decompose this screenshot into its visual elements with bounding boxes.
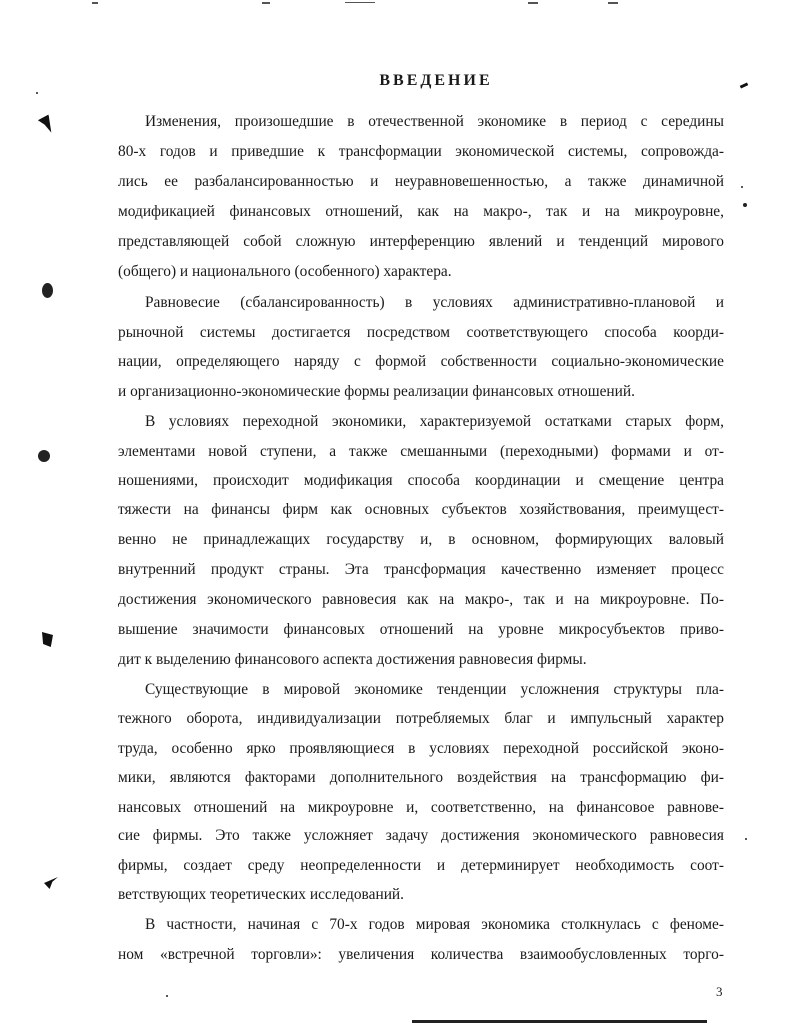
text-line: венно не принадлежащих государству и, в основном, формирующих валовый: [118, 531, 724, 548]
scan-artifact: [42, 632, 53, 647]
text-line: В частности, начиная с 70-х годов мировая экономика столкнулась с феноме-: [145, 916, 724, 933]
text-line: ношениями, происходит модификация способа координации и смещение центра: [118, 472, 724, 489]
scan-artifact: [44, 877, 58, 889]
scan-artifact: [741, 186, 743, 188]
scan-artifact: [42, 283, 53, 298]
scan-artifact: [743, 203, 747, 207]
scan-artifact: [38, 450, 50, 462]
text-line: лись ее разбалансированностью и неуравновешенностью, а также динамичной: [118, 173, 724, 190]
scan-artifact: [528, 2, 538, 4]
scan-artifact: [166, 995, 168, 997]
scan-artifact: [608, 2, 618, 4]
text-line: Существующие в мировой экономике тенденции усложнения структуры пла-: [145, 681, 724, 698]
text-line: ном «встречной торговли»: увеличения количества взаимообусловленных торго-: [118, 946, 724, 963]
text-line: нансовых отношений на микроуровне и, соответственно, на финансовое равнове-: [118, 799, 724, 816]
text-line: и организационно-экономические формы реализации финансовых отношений.: [118, 383, 635, 400]
text-line: достижения экономического равновесия как на макро-, так и на микроуровне. По-: [118, 591, 724, 608]
text-line: тяжести на финансы фирм как основных субъектов хозяйствования, преимущест-: [118, 501, 724, 518]
text-line: В условиях переходной экономики, характеризуемой остатками старых форм,: [145, 413, 724, 430]
text-line: Равновесие (сбалансированность) в условиях административно-плановой и: [145, 294, 724, 311]
page-number: 3: [716, 984, 723, 999]
text-line: ветствующих теоретических исследований.: [118, 886, 405, 903]
text-line: мики, являются факторами дополнительного воздействия на трансформацию фи-: [118, 769, 724, 786]
scan-artifact: [345, 2, 375, 3]
text-line: рыночной системы достигается посредством соответствующего способа коорди-: [118, 324, 724, 341]
text-line: Изменения, произошедшие в отечественной экономике в период с середины: [145, 113, 724, 130]
bottom-rule: [412, 1020, 707, 1023]
text-line: вышение значимости финансовых отношений на уровне микросубъектов приво-: [118, 621, 724, 638]
text-line: 80-х годов и приведшие к трансформации экономической системы, сопровожда-: [118, 143, 724, 160]
scan-artifact: [262, 2, 270, 4]
text-line: фирмы, создает среду неопределенности и детерминирует необходимость соот-: [118, 857, 724, 874]
page-title: ВВЕДЕНИЕ: [379, 72, 493, 89]
text-line: (общего) и национального (особенного) характера.: [118, 263, 452, 280]
text-line: сие фирмы. Это также усложняет задачу достижения экономического равновесия: [118, 827, 724, 844]
text-line: тежного оборота, индивидуализации потребляемых благ и импульсный характер: [118, 710, 724, 727]
text-line: дит к выделению финансового аспекта достижения равновесия фирмы.: [118, 651, 587, 668]
scan-artifact: [92, 2, 98, 4]
scan-artifact: [745, 838, 747, 840]
text-line: внутренний продукт страны. Эта трансформация качественно изменяет процесс: [118, 561, 724, 578]
scan-artifact: [37, 114, 54, 135]
text-line: нации, определяющего наряду с формой собственности социально-экономические: [118, 353, 724, 370]
text-line: модификацией финансовых отношений, как на макро-, так и на микроуровне,: [118, 203, 724, 220]
text-line: труда, особенно ярко проявляющиеся в условиях переходной российской эконо-: [118, 740, 724, 757]
text-line: элементами новой ступени, а также смешанными (переходными) формами и от-: [118, 443, 724, 460]
scan-artifact: [36, 92, 38, 94]
text-line: представляющей собой сложную интерференцию явлений и тенденций мирового: [118, 233, 724, 250]
